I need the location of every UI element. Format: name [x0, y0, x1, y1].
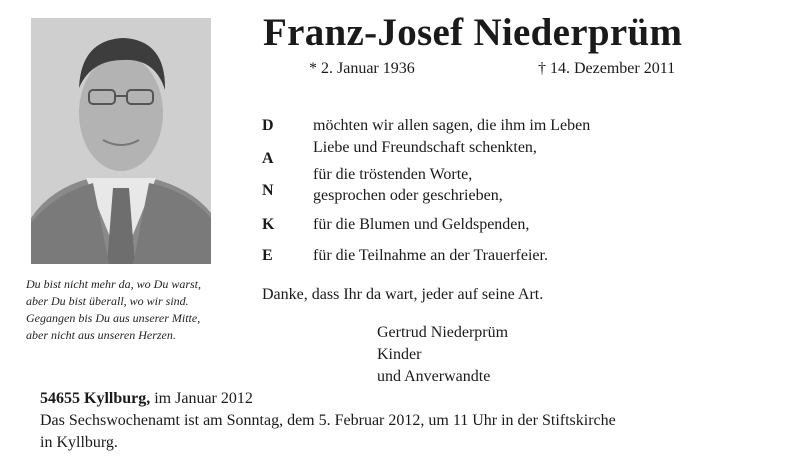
signer-name: Gertrud Niederprüm	[377, 324, 509, 341]
signer-name: Kinder	[377, 346, 422, 363]
quote-line: Gegangen bis Du aus unserer Mitte,	[26, 311, 201, 325]
danke-letter: D	[262, 117, 274, 134]
danke-line: Liebe und Freundschaft schenkten,	[313, 139, 537, 156]
service-notice	[40, 388, 780, 454]
danke-letter: K	[262, 216, 275, 233]
signer-name: und Anverwandte	[377, 368, 491, 385]
birth-date: * 2. Januar 1936	[309, 60, 415, 77]
deceased-name: Franz-Josef Niederprüm	[263, 11, 683, 54]
danke-line: möchten wir allen sagen, die ihm im Leben	[313, 117, 591, 134]
place-date: im Januar 2012	[150, 390, 253, 407]
place-date-line	[40, 388, 780, 410]
danke-line: für die tröstenden Worte,	[313, 166, 473, 183]
thanks-line: Danke, dass Ihr da wart, jeder auf seine Art.	[262, 286, 544, 303]
memorial-quote	[26, 276, 256, 344]
danke-line: gesprochen oder geschrieben,	[313, 187, 503, 204]
danke-letter: N	[262, 182, 274, 199]
quote-line: aber Du bist überall, wo wir sind.	[26, 294, 189, 308]
danke-letter: A	[262, 150, 274, 167]
quote-line: Du bist nicht mehr da, wo Du warst,	[26, 277, 202, 291]
service-line: Das Sechswochenamt ist am Sonntag, dem 5. Februar 2012, um 11 Uhr in der Stiftskirche	[40, 412, 616, 429]
portrait-photo	[31, 18, 211, 264]
death-date: † 14. Dezember 2011	[538, 60, 676, 77]
danke-line: für die Blumen und Geldspenden,	[313, 216, 530, 233]
quote-line: aber nicht aus unseren Herzen.	[26, 328, 176, 342]
danke-letter: E	[262, 247, 273, 264]
place-name: 54655 Kyllburg,	[40, 390, 151, 407]
service-line: in Kyllburg.	[40, 434, 118, 451]
signers-block	[377, 322, 508, 388]
danke-line: für die Teilnahme an der Trauerfeier.	[313, 247, 548, 264]
